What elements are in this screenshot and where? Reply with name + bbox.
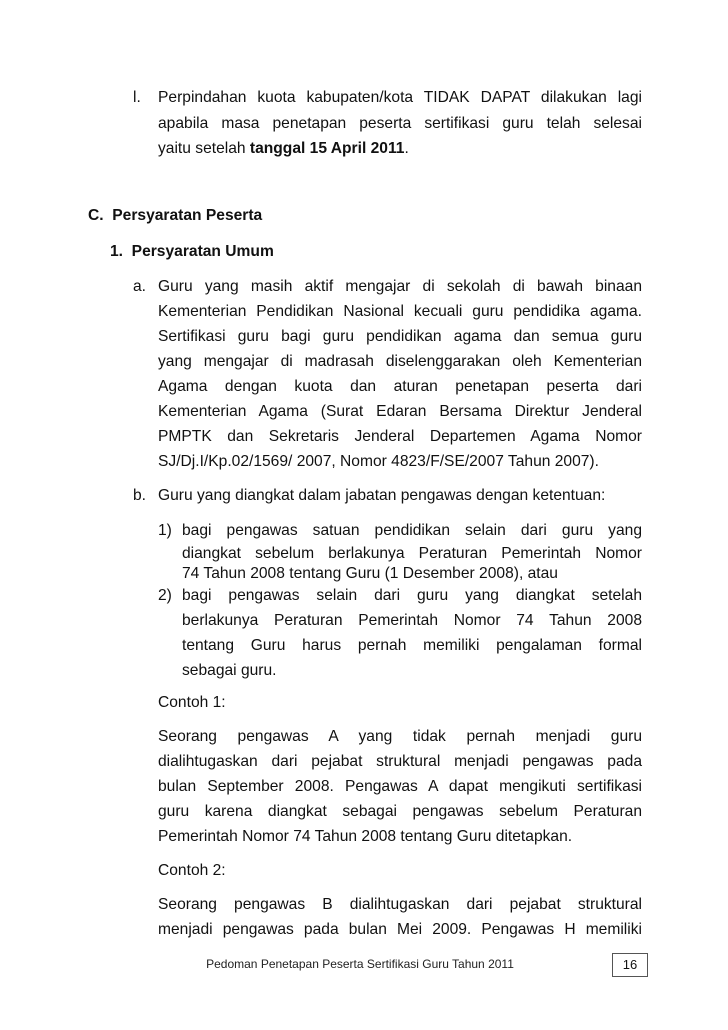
contoh-2-label: Contoh 2:: [158, 862, 226, 879]
sub-1-line: 74 Tahun 2008 tentang Guru (1 Desember 2008), atau: [182, 565, 558, 582]
item-a-marker: a.: [133, 278, 147, 295]
sub-2-line: tentang Guru harus pernah memiliki pengalaman formal: [182, 637, 642, 654]
item-l-text: .: [404, 140, 409, 157]
contoh-1-line: bulan September 2008. Pengawas A dapat mengikuti sertifikasi: [158, 778, 642, 795]
subsection-1-heading: 1. Persyaratan Umum: [110, 243, 274, 260]
item-a-line: Guru yang masih aktif mengajar di sekolah di bawah binaan: [158, 278, 642, 295]
contoh-2-line: menjadi pengawas pada bulan Mei 2009. Pengawas H memiliki: [158, 921, 642, 938]
item-a-line: SJ/Dj.I/Kp.02/1569/ 2007, Nomor 4823/F/SE/2007 Tahun 2007).: [158, 453, 599, 470]
sub-2-marker: 2): [158, 587, 172, 604]
item-b-line: Guru yang diangkat dalam jabatan pengawas dengan ketentuan:: [158, 487, 606, 504]
deadline-date: tanggal 15 April 2011: [249, 140, 405, 157]
sub-1-line: bagi pengawas satuan pendidikan selain dari guru yang: [182, 522, 642, 539]
item-a-line: Agama dengan kuota dan aturan penetapan peserta dari: [158, 378, 642, 395]
sub-2-line: berlakunya Peraturan Pemerintah Nomor 74 Tahun 2008: [182, 612, 642, 629]
item-a-line: Kementerian Agama (Surat Edaran Bersama Direktur Jenderal: [158, 403, 642, 420]
page-footer: Pedoman Penetapan Peserta Sertifikasi Guru Tahun 2011: [206, 957, 514, 971]
section-c-heading: C. Persyaratan Peserta: [88, 207, 263, 224]
sub-2-line: sebagai guru.: [182, 662, 277, 679]
item-l-marker: l.: [133, 89, 141, 106]
item-l-line: Perpindahan kuota kabupaten/kota TIDAK DAPAT dilakukan lagi: [158, 89, 642, 106]
contoh-1-line: dialihtugaskan dari pejabat struktural menjadi pengawas pada: [158, 753, 642, 770]
contoh-1-line: Pemerintah Nomor 74 Tahun 2008 tentang Guru ditetapkan.: [158, 828, 573, 845]
contoh-1-label: Contoh 1:: [158, 694, 226, 711]
item-a-line: Kementerian Pendidikan Nasional kecuali guru pendidika agama.: [158, 303, 642, 320]
contoh-1-line: Seorang pengawas A yang tidak pernah menjadi guru: [158, 728, 642, 745]
sub-1-line: diangkat sebelum berlakunya Peraturan Pemerintah Nomor: [182, 545, 642, 562]
contoh-2-line: Seorang pengawas B dialihtugaskan dari pejabat struktural: [158, 896, 642, 913]
page-number: 16: [612, 953, 648, 977]
item-l-line: [158, 139, 409, 159]
item-a-line: PMPTK dan Sekretaris Jenderal Departemen Agama Nomor: [158, 428, 642, 445]
item-b-marker: b.: [133, 487, 147, 504]
item-l-text: yaitu setelah: [158, 140, 250, 157]
item-a-line: yang mengajar di madrasah diselenggarakan oleh Kementerian: [158, 353, 642, 370]
item-l-line: apabila masa penetapan peserta sertifikasi guru telah selesai: [158, 115, 642, 132]
sub-1-marker: 1): [158, 522, 172, 539]
item-a-line: Sertifikasi guru bagi guru pendidikan agama dan semua guru: [158, 328, 642, 345]
sub-2-line: bagi pengawas selain dari guru yang diangkat setelah: [182, 587, 642, 604]
contoh-1-line: guru karena diangkat sebagai pengawas sebelum Peraturan: [158, 803, 642, 820]
